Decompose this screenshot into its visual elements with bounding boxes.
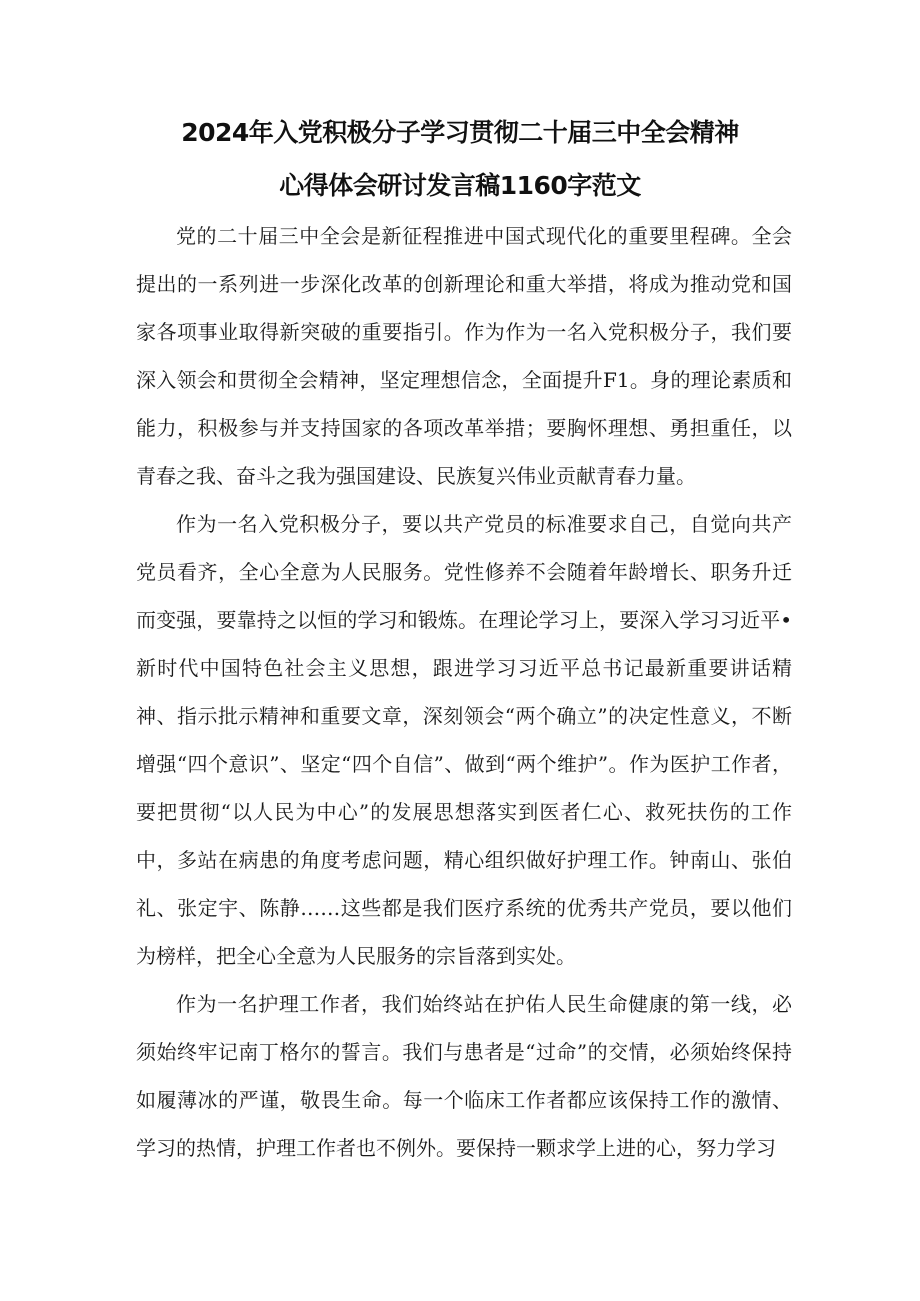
document-title-line-1: 2024年入党积极分子学习贯彻二十届三中全会精神 — [181, 118, 739, 147]
paragraph-1: 党的二十届三中全会是新征程推进中国式现代化的重要里程碑。全会提出的一系列进一步深化改革的创新理论和重大举措，将成为推动党和国家各项事业取得新突破的重要指引。作为作为一名入党积极分子，我们要深入领会和贯彻全会精神，坚定理想信念，全面提升F1。身的理论素质和能力，积极参与并支持国家的各项改革举措；要胸怀理想、勇担重任，以青春之我、奋斗之我为强国建设、民族复兴伟业贡献青春力量。 — [136, 224, 792, 488]
paragraph-3: 作为一名护理工作者，我们始终站在护佑人民生命健康的第一线，必须始终牢记南丁格尔的誓言。我们与患者是“过命”的交情，必须始终保持如履薄冰的严谨，敬畏生命。每一个临床工作者都应该保持工作的激情、学习的热情，护理工作者也不例外。要保持一颗求学上进的心，努力学习 — [136, 992, 792, 1160]
document-body — [136, 212, 792, 1172]
document-title-line-2: 心得体会研讨发言稿1160字范文 — [279, 171, 641, 200]
paragraph-2: 作为一名入党积极分子，要以共产党员的标准要求自己，自觉向共产党员看齐，全心全意为人民服务。党性修养不会随着年龄增长、职务升迁而变强，要靠持之以恒的学习和锻炼。在理论学习上，要深入学习习近平•新时代中国特色社会主义思想，跟进学习习近平总书记最新重要讲话精神、指示批示精神和重要文章，深刻领会“两个确立”的决定性意义，不断增强“四个意识”、坚定“四个自信”、做到“两个维护”。作为医护工作者，要把贯彻“以人民为中心”的发展思想落实到医者仁心、救死扶伤的工作中，多站在病患的角度考虑问题，精心组织做好护理工作。钟南山、张伯礼、张定宇、陈静……这些都是我们医疗系统的优秀共产党员，要以他们为榜样，把全心全意为人民服务的宗旨落到实处。 — [136, 512, 792, 968]
